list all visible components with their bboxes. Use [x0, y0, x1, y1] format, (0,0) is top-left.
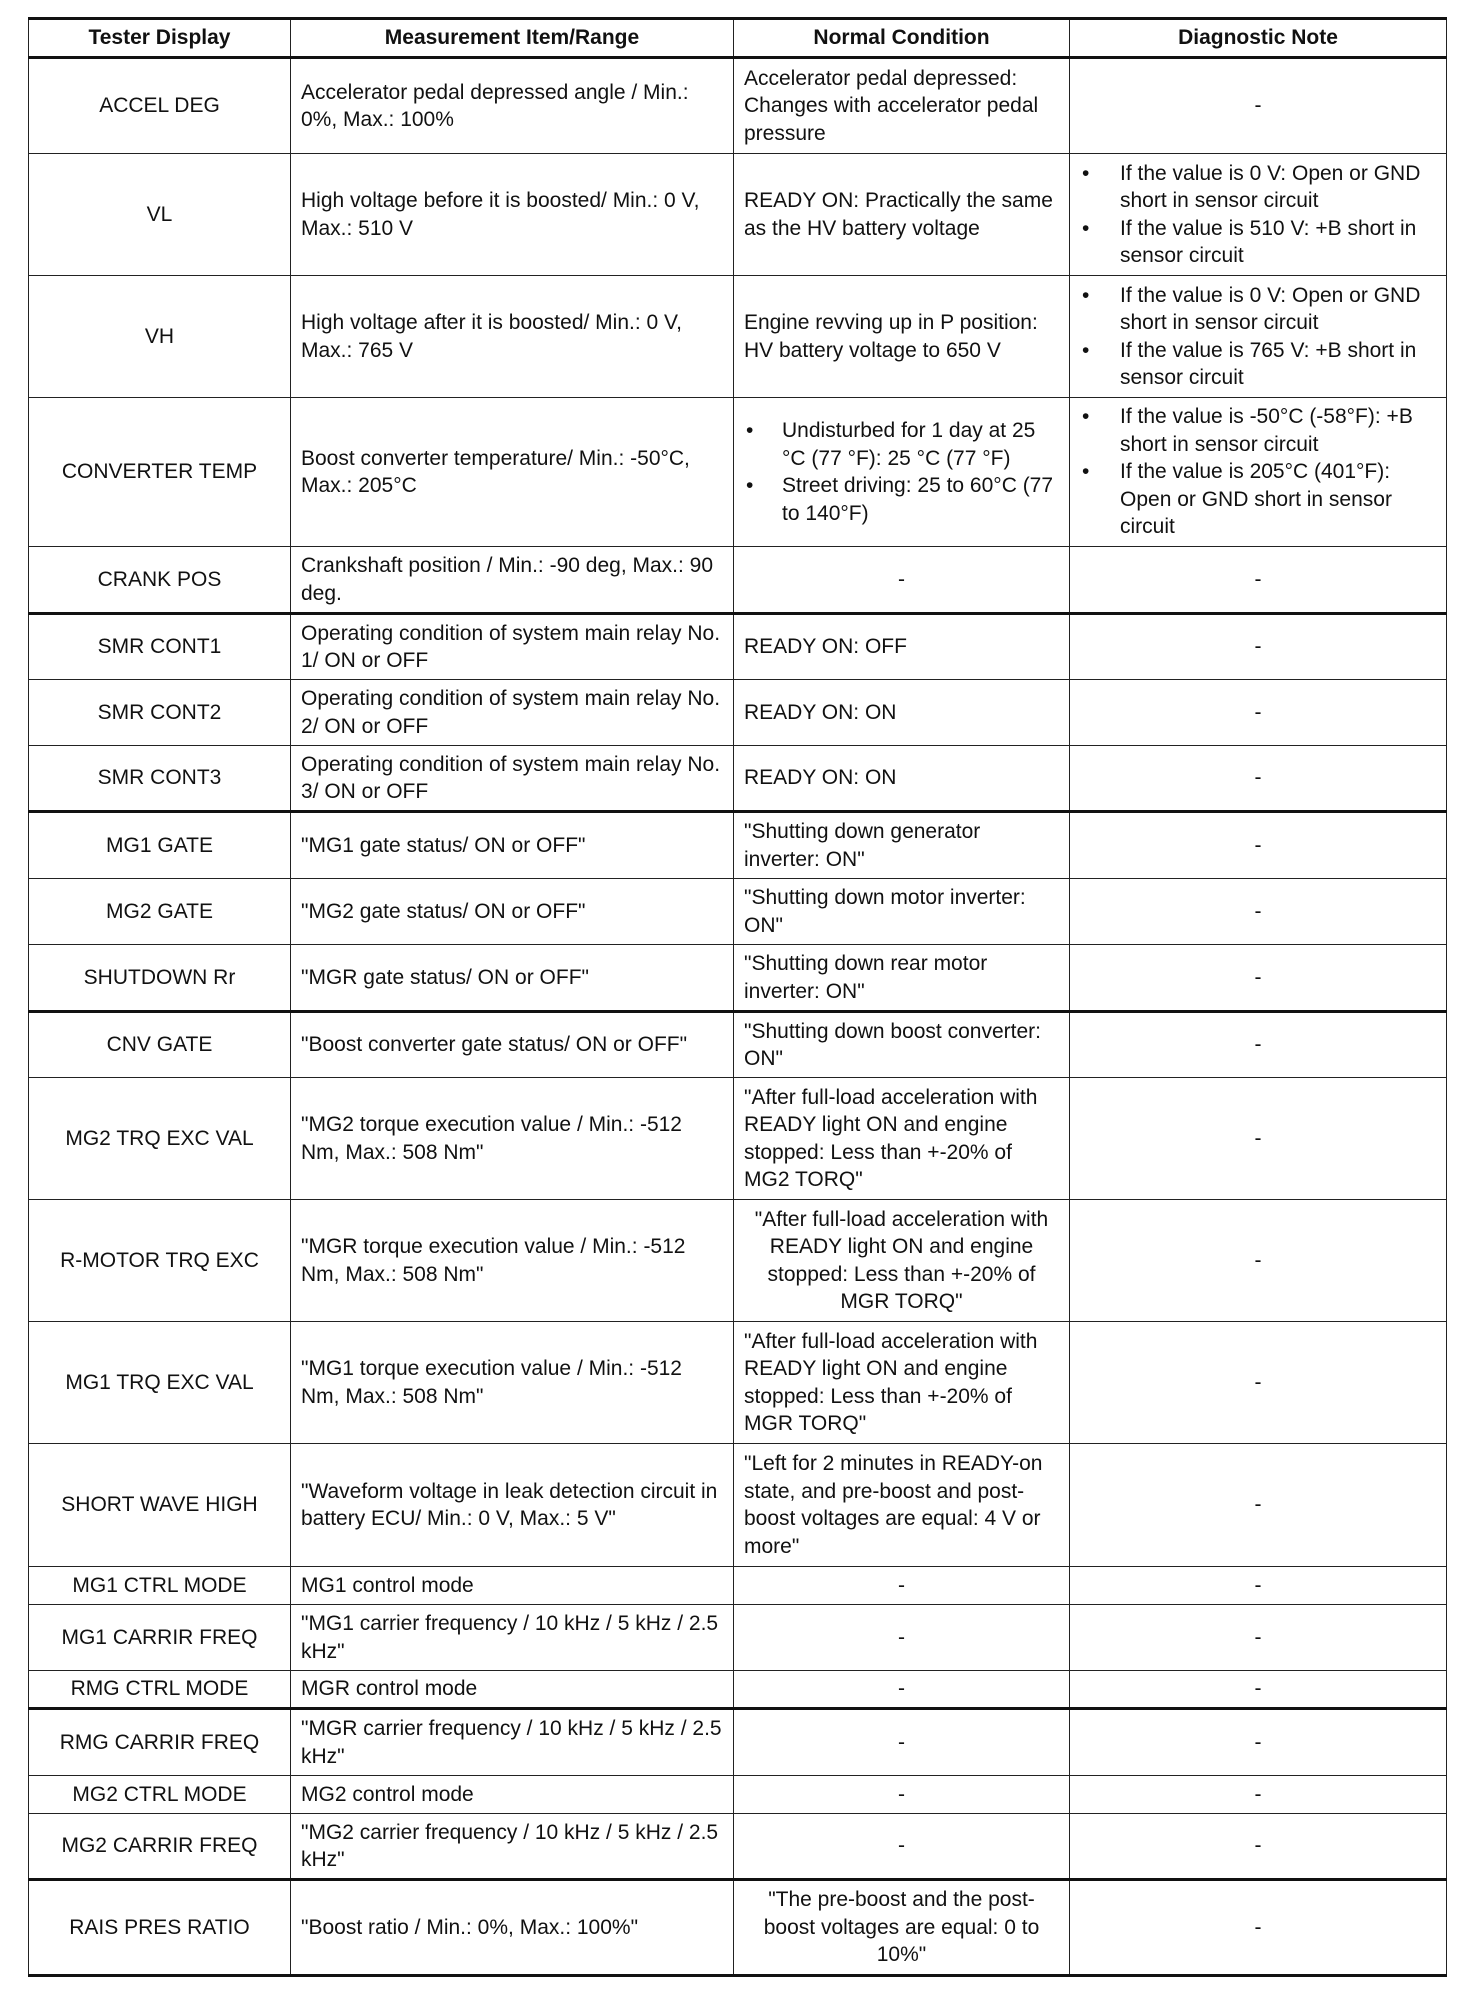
- measurement-item: MGR control mode: [291, 1671, 734, 1709]
- tester-display: MG1 TRQ EXC VAL: [29, 1322, 291, 1444]
- normal-condition: READY ON: ON: [734, 680, 1070, 746]
- normal-condition: -: [734, 547, 1070, 614]
- tester-display: SMR CONT2: [29, 680, 291, 746]
- tester-display: SMR CONT1: [29, 614, 291, 680]
- normal-condition: "Shutting down rear motor inverter: ON": [734, 945, 1070, 1012]
- normal-condition: -: [734, 1671, 1070, 1709]
- diagnostic-note: -: [1070, 1444, 1447, 1567]
- diagnostic-note: -: [1070, 1322, 1447, 1444]
- tester-display: CONVERTER TEMP: [29, 398, 291, 547]
- measurement-item: "Waveform voltage in leak detection circuit in battery ECU/ Min.: 0 V, Max.: 5 V": [291, 1444, 734, 1567]
- diagnostic-note: -: [1070, 1200, 1447, 1322]
- normal-condition: "The pre-boost and the post-boost voltages are equal: 0 to 10%": [734, 1880, 1070, 1976]
- normal-condition: READY ON: OFF: [734, 614, 1070, 680]
- tester-display: VH: [29, 276, 291, 398]
- tester-display: MG1 CTRL MODE: [29, 1567, 291, 1605]
- diagnostic-note: -: [1070, 1776, 1447, 1814]
- measurement-item: "MG1 torque execution value / Min.: -512 Nm, Max.: 508 Nm": [291, 1322, 734, 1444]
- normal-condition: Engine revving up in P position: HV battery voltage to 650 V: [734, 276, 1070, 398]
- normal-condition: -: [734, 1709, 1070, 1776]
- normal-condition: [734, 398, 1070, 547]
- tester-display: SHUTDOWN Rr: [29, 945, 291, 1012]
- measurement-item: "MGR gate status/ ON or OFF": [291, 945, 734, 1012]
- table-row: [29, 1444, 1447, 1567]
- normal-condition: "Shutting down generator inverter: ON": [734, 812, 1070, 879]
- normal-condition: "After full-load acceleration with READY light ON and engine stopped: Less than +-20% of MG2 TORQ": [734, 1078, 1070, 1200]
- measurement-item: MG2 control mode: [291, 1776, 734, 1814]
- measurement-item: Operating condition of system main relay No. 3/ ON or OFF: [291, 746, 734, 812]
- measurement-item: "MG2 carrier frequency / 10 kHz / 5 kHz / 2.5 kHz": [291, 1814, 734, 1880]
- measurement-item: "MGR torque execution value / Min.: -512 Nm, Max.: 508 Nm": [291, 1200, 734, 1322]
- measurement-item: "MG1 gate status/ ON or OFF": [291, 812, 734, 879]
- tester-display: CRANK POS: [29, 547, 291, 614]
- measurement-item: Operating condition of system main relay No. 1/ ON or OFF: [291, 614, 734, 680]
- tester-display: ACCEL DEG: [29, 58, 291, 154]
- diagnostic-note: [1070, 398, 1447, 547]
- table-row: [29, 276, 1447, 398]
- diagnostic-note: -: [1070, 1012, 1447, 1078]
- normal-condition: READY ON: ON: [734, 746, 1070, 812]
- normal-condition: "Left for 2 minutes in READY-on state, and pre-boost and post-boost voltages are equal: 4 V or more": [734, 1444, 1070, 1567]
- normal-condition: -: [734, 1567, 1070, 1605]
- note-bullet: • If the value is -50°C (-58°F): +B short in sensor circuit: [1080, 403, 1436, 458]
- measurement-item: "MG2 torque execution value / Min.: -512 Nm, Max.: 508 Nm": [291, 1078, 734, 1200]
- table-row: [29, 1709, 1447, 1776]
- measurement-item: "MG1 carrier frequency / 10 kHz / 5 kHz / 2.5 kHz": [291, 1605, 734, 1671]
- tester-display: SHORT WAVE HIGH: [29, 1444, 291, 1567]
- note-bullet: • If the value is 0 V: Open or GND short in sensor circuit: [1080, 282, 1436, 337]
- diagnostic-note: [1070, 154, 1447, 276]
- table-row: [29, 58, 1447, 154]
- table-row: [29, 1814, 1447, 1880]
- tester-display: SMR CONT3: [29, 746, 291, 812]
- table-row: [29, 614, 1447, 680]
- table-row: [29, 1605, 1447, 1671]
- measurement-item: Crankshaft position / Min.: -90 deg, Max.: 90 deg.: [291, 547, 734, 614]
- tester-display: MG1 GATE: [29, 812, 291, 879]
- diagnostic-note: -: [1070, 945, 1447, 1012]
- diagnostic-note: -: [1070, 1880, 1447, 1976]
- normal-condition: READY ON: Practically the same as the HV battery voltage: [734, 154, 1070, 276]
- normal-bullet: • Undisturbed for 1 day at 25 °C (77 °F): 25 °C (77 °F): [744, 417, 1059, 472]
- header-diagnostic-note: Diagnostic Note: [1070, 19, 1447, 58]
- table-row: [29, 154, 1447, 276]
- tester-display: RMG CARRIR FREQ: [29, 1709, 291, 1776]
- tester-display: MG2 GATE: [29, 879, 291, 945]
- normal-condition: -: [734, 1776, 1070, 1814]
- diagnostic-note: -: [1070, 1078, 1447, 1200]
- header-row: [29, 19, 1447, 58]
- measurement-item: MG1 control mode: [291, 1567, 734, 1605]
- measurement-item: Operating condition of system main relay No. 2/ ON or OFF: [291, 680, 734, 746]
- diagnostic-note: -: [1070, 58, 1447, 154]
- tester-display: RMG CTRL MODE: [29, 1671, 291, 1709]
- table-row: [29, 746, 1447, 812]
- diagnostic-note: -: [1070, 1709, 1447, 1776]
- note-bullet: • If the value is 510 V: +B short in sensor circuit: [1080, 215, 1436, 270]
- table-row: [29, 1322, 1447, 1444]
- table-row: [29, 680, 1447, 746]
- table-row: [29, 1776, 1447, 1814]
- diagnostic-note: -: [1070, 812, 1447, 879]
- tester-display: VL: [29, 154, 291, 276]
- normal-condition: "Shutting down motor inverter: ON": [734, 879, 1070, 945]
- normal-condition: -: [734, 1605, 1070, 1671]
- measurement-item: "MGR carrier frequency / 10 kHz / 5 kHz / 2.5 kHz": [291, 1709, 734, 1776]
- table-row: [29, 1567, 1447, 1605]
- diagnostic-note: -: [1070, 547, 1447, 614]
- measurement-item: High voltage after it is boosted/ Min.: 0 V, Max.: 765 V: [291, 276, 734, 398]
- note-bullet: • If the value is 765 V: +B short in sensor circuit: [1080, 337, 1436, 392]
- diagnostic-note: -: [1070, 746, 1447, 812]
- diagnostic-note: -: [1070, 614, 1447, 680]
- header-measurement-item: Measurement Item/Range: [291, 19, 734, 58]
- tester-display: MG1 CARRIR FREQ: [29, 1605, 291, 1671]
- normal-condition: "After full-load acceleration with READY light ON and engine stopped: Less than +-20% of MGR TORQ": [734, 1322, 1070, 1444]
- normal-condition: Accelerator pedal depressed: Changes with accelerator pedal pressure: [734, 58, 1070, 154]
- measurement-item: High voltage before it is boosted/ Min.: 0 V, Max.: 510 V: [291, 154, 734, 276]
- note-bullet: • If the value is 205°C (401°F): Open or GND short in sensor circuit: [1080, 458, 1436, 541]
- measurement-item: "Boost converter gate status/ ON or OFF": [291, 1012, 734, 1078]
- diagnostic-note: [1070, 276, 1447, 398]
- table-row: [29, 1012, 1447, 1078]
- measurement-item: Boost converter temperature/ Min.: -50°C, Max.: 205°C: [291, 398, 734, 547]
- table-row: [29, 1671, 1447, 1709]
- diagnostic-note: -: [1070, 1605, 1447, 1671]
- measurement-item: "MG2 gate status/ ON or OFF": [291, 879, 734, 945]
- diagnostic-note: -: [1070, 1671, 1447, 1709]
- note-bullet: • If the value is 0 V: Open or GND short in sensor circuit: [1080, 160, 1436, 215]
- table-row: [29, 547, 1447, 614]
- diagnostic-note: -: [1070, 680, 1447, 746]
- table-row: [29, 1200, 1447, 1322]
- diagnostic-note: -: [1070, 1814, 1447, 1880]
- header-tester-display: Tester Display: [29, 19, 291, 58]
- table-row: [29, 398, 1447, 547]
- tester-display: R-MOTOR TRQ EXC: [29, 1200, 291, 1322]
- normal-bullet: • Street driving: 25 to 60°C (77 to 140°F): [744, 472, 1059, 527]
- diagnostic-note: -: [1070, 879, 1447, 945]
- tester-display: MG2 TRQ EXC VAL: [29, 1078, 291, 1200]
- table-row: [29, 1880, 1447, 1976]
- diagnostic-note: -: [1070, 1567, 1447, 1605]
- normal-condition: "Shutting down boost converter: ON": [734, 1012, 1070, 1078]
- measurement-item: Accelerator pedal depressed angle / Min.: 0%, Max.: 100%: [291, 58, 734, 154]
- table-row: [29, 945, 1447, 1012]
- tester-display: RAIS PRES RATIO: [29, 1880, 291, 1976]
- normal-condition: -: [734, 1814, 1070, 1880]
- data-list-table: [28, 17, 1447, 1977]
- table-row: [29, 1078, 1447, 1200]
- tester-display: MG2 CARRIR FREQ: [29, 1814, 291, 1880]
- header-normal-condition: Normal Condition: [734, 19, 1070, 58]
- normal-condition: "After full-load acceleration with READY light ON and engine stopped: Less than +-20% of MGR TORQ": [734, 1200, 1070, 1322]
- measurement-item: "Boost ratio / Min.: 0%, Max.: 100%": [291, 1880, 734, 1976]
- table-row: [29, 879, 1447, 945]
- table-row: [29, 812, 1447, 879]
- tester-display: CNV GATE: [29, 1012, 291, 1078]
- tester-display: MG2 CTRL MODE: [29, 1776, 291, 1814]
